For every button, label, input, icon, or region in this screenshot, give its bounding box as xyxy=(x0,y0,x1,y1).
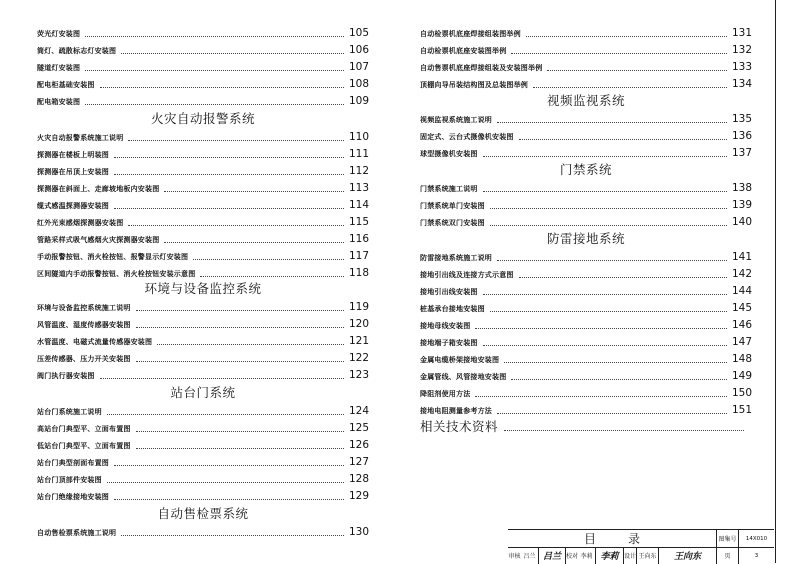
toc-entry-title: 水管温度、电磁式流量传感器安装图 xyxy=(37,338,153,346)
toc-entry xyxy=(37,316,369,330)
reviewer-name: 吕兰 xyxy=(523,553,536,560)
toc-entry xyxy=(420,59,752,73)
dot-leader xyxy=(533,87,727,88)
toc-entry-title: 探测器在吊顶上安装图 xyxy=(37,168,109,176)
toc-entry-page: 125 xyxy=(348,422,369,434)
toc-entry xyxy=(37,42,369,56)
toc-entry-page: 148 xyxy=(731,353,752,365)
toc-entry-page: 121 xyxy=(348,335,369,347)
drawing-title xyxy=(508,530,716,547)
toc-entry xyxy=(37,471,369,485)
toc-entry-title: 球型摄像机安装图 xyxy=(420,150,478,158)
toc-entry-title: 自动检票机底座安装图举例 xyxy=(420,47,507,55)
dot-leader xyxy=(193,259,344,260)
section-heading-text: 相关技术资料 xyxy=(420,419,499,434)
toc-entry-page: 128 xyxy=(348,473,369,485)
section-heading: 火灾自动报警系统 xyxy=(150,111,255,126)
toc-entry xyxy=(37,420,369,434)
dot-leader xyxy=(136,431,344,432)
dot-leader xyxy=(526,36,727,37)
toc-entry-title: 红外光束感烟探测器安装图 xyxy=(37,219,124,227)
toc-entry-title: 阀门执行器安装图 xyxy=(37,372,95,380)
dot-leader xyxy=(114,208,344,209)
dot-leader xyxy=(490,225,727,226)
toc-entry-title: 接地引出线安装图 xyxy=(420,288,478,296)
toc-entry-title: 荧光灯安装图 xyxy=(37,30,81,38)
toc-entry-title: 门禁系统单门安装图 xyxy=(420,202,485,210)
toc-entry xyxy=(420,368,752,382)
toc-entry xyxy=(420,76,752,90)
toc-entry-title: 管路采样式吸气感烟火灾探测器安装图 xyxy=(37,236,160,244)
toc-entry-page: 127 xyxy=(348,456,369,468)
toc-entry-title: 降阻剂使用方法 xyxy=(420,390,471,398)
dot-leader xyxy=(164,191,344,192)
toc-entry-page: 133 xyxy=(731,61,752,73)
toc-entry-page: 114 xyxy=(348,199,369,211)
section-heading-with-leader xyxy=(420,419,752,435)
toc-entry-title: 固定式、云台式摄像机安装图 xyxy=(420,133,514,141)
toc-entry xyxy=(37,437,369,451)
title-block xyxy=(508,529,774,564)
section-heading: 环境与设备监控系统 xyxy=(144,281,262,296)
toc-entry xyxy=(37,265,369,279)
toc-entry xyxy=(37,214,369,228)
toc-entry-title: 站台门绝缘接地安装图 xyxy=(37,493,109,501)
dot-leader xyxy=(85,70,344,71)
toc-entry-page: 129 xyxy=(348,490,369,502)
toc-entry xyxy=(37,350,369,364)
toc-entry xyxy=(420,111,752,125)
page-number: 3 xyxy=(738,547,774,564)
toc-entry-title: 区间隧道内手动报警按钮、消火栓按钮安装示意图 xyxy=(37,270,196,278)
section-heading: 门禁系统 xyxy=(559,162,612,177)
dot-leader xyxy=(157,344,344,345)
checker-name: 李莉 xyxy=(580,553,593,560)
toc-entry-page: 137 xyxy=(731,147,752,159)
reviewer-signature: 吕兰 xyxy=(538,547,565,564)
dot-leader xyxy=(85,104,344,105)
toc-entry-title: 接地引出线及连接方式示意图 xyxy=(420,271,514,279)
toc-entry xyxy=(37,25,369,39)
dot-leader xyxy=(490,208,727,209)
toc-entry-title: 火灾自动报警系统施工说明 xyxy=(37,134,124,142)
toc-entry xyxy=(420,266,752,280)
toc-entry-page: 135 xyxy=(731,113,752,125)
dot-leader xyxy=(121,53,344,54)
toc-entry-title: 探测器在楼板上明装图 xyxy=(37,151,109,159)
atlas-number: 14X010 xyxy=(738,530,774,547)
dot-leader xyxy=(128,225,344,226)
toc-entry-title: 环境与设备监控系统施工说明 xyxy=(37,304,131,312)
toc-entry-page: 112 xyxy=(348,165,369,177)
toc-entry-title: 接地母线安装图 xyxy=(420,322,471,330)
toc-entry xyxy=(37,333,369,347)
page-label: 页 xyxy=(716,547,738,564)
designer-signature: 王向东 xyxy=(658,547,716,564)
dot-leader xyxy=(107,414,344,415)
toc-entry-title: 手动报警按钮、消火栓按钮、报警显示灯安装图 xyxy=(37,253,189,261)
dot-leader xyxy=(107,482,344,483)
toc-entry-page: 113 xyxy=(348,182,369,194)
toc-entry-page: 149 xyxy=(731,370,752,382)
toc-entry-page: 131 xyxy=(731,27,752,39)
toc-entry xyxy=(37,248,369,262)
toc-entry-page: 136 xyxy=(731,130,752,142)
toc-entry-title: 站台门系统施工说明 xyxy=(37,408,102,416)
toc-entry-title: 缆式感温探测器安装图 xyxy=(37,202,109,210)
dot-leader xyxy=(504,362,727,363)
dot-leader xyxy=(114,157,344,158)
dot-leader xyxy=(85,36,344,37)
toc-entry xyxy=(37,76,369,90)
dot-leader xyxy=(114,174,344,175)
toc-entry-title: 自动售票机底座焊接组装及安装图举例 xyxy=(420,64,543,72)
dot-leader xyxy=(475,396,727,397)
dot-leader xyxy=(511,53,727,54)
section-heading: 站台门系统 xyxy=(170,385,236,400)
toc-entry-page: 142 xyxy=(731,268,752,280)
toc-entry-page: 138 xyxy=(731,182,752,194)
toc-entry xyxy=(420,249,752,263)
toc-entry-title: 桩基承台接地安装图 xyxy=(420,305,485,313)
designer-name: 王向东 xyxy=(636,547,658,564)
toc-entry-page: 134 xyxy=(731,78,752,90)
toc-entry-title: 金属管线、风管接地安装图 xyxy=(420,373,507,381)
toc-entry-page: 108 xyxy=(348,78,369,90)
toc-entry-title: 视频监视系统施工说明 xyxy=(420,116,492,124)
dot-leader xyxy=(200,276,344,277)
toc-entry-title: 接地端子箱安装图 xyxy=(420,339,478,347)
toc-entry xyxy=(37,146,369,160)
toc-entry xyxy=(37,59,369,73)
dot-leader xyxy=(128,140,344,141)
toc-entry xyxy=(37,524,369,538)
toc-entry-title: 门禁系统施工说明 xyxy=(420,185,478,193)
dot-leader xyxy=(136,310,344,311)
toc-entry xyxy=(420,145,752,159)
toc-entry xyxy=(420,25,752,39)
toc-entry xyxy=(420,317,752,331)
dot-leader xyxy=(483,294,727,295)
dot-leader xyxy=(490,311,727,312)
dot-leader xyxy=(114,499,344,500)
dot-leader xyxy=(164,242,344,243)
dot-leader xyxy=(100,378,344,379)
toc-entry-page: 120 xyxy=(348,318,369,330)
toc-entry-title: 高站台门典型平、立面布置图 xyxy=(37,425,131,433)
toc-entry xyxy=(420,42,752,56)
toc-entry xyxy=(37,367,369,381)
dot-leader xyxy=(475,328,727,329)
toc-entry-page: 109 xyxy=(348,95,369,107)
dot-leader xyxy=(121,535,344,536)
dot-leader xyxy=(511,379,727,380)
toc-entry xyxy=(420,351,752,365)
dot-leader xyxy=(497,122,727,123)
toc-entry xyxy=(420,334,752,348)
toc-entry-page: 139 xyxy=(731,199,752,211)
toc-entry-title: 接地电阻测量参考方法 xyxy=(420,407,492,415)
atlas-number-label: 图集号 xyxy=(716,530,738,547)
dot-leader xyxy=(504,424,744,431)
toc-entry xyxy=(420,180,752,194)
toc-entry-title: 配电柜基础安装图 xyxy=(37,81,95,89)
dot-leader xyxy=(100,87,344,88)
toc-entry-page: 147 xyxy=(731,336,752,348)
toc-entry xyxy=(37,180,369,194)
toc-entry-page: 144 xyxy=(731,285,752,297)
dot-leader xyxy=(483,191,727,192)
toc-entry xyxy=(37,163,369,177)
toc-entry-page: 141 xyxy=(731,251,752,263)
toc-entry-title: 筒灯、疏散标志灯安装图 xyxy=(37,47,117,55)
section-heading: 视频监视系统 xyxy=(546,93,625,108)
toc-entry-page: 117 xyxy=(348,250,369,262)
toc-entry-title: 压差传感器、压力开关安装图 xyxy=(37,355,131,363)
toc-entry-page: 123 xyxy=(348,369,369,381)
toc-entry-page: 151 xyxy=(731,404,752,416)
toc-entry-page: 110 xyxy=(348,131,369,143)
toc-entry xyxy=(37,454,369,468)
toc-entry-title: 隧道灯安装图 xyxy=(37,64,81,72)
toc-entry xyxy=(420,300,752,314)
toc-entry-page: 132 xyxy=(731,44,752,56)
toc-entry-page: 115 xyxy=(348,216,369,228)
toc-entry-title: 金属电缆桥架接地安装图 xyxy=(420,356,500,364)
toc-entry-page: 124 xyxy=(348,405,369,417)
toc-entry-title: 自动检票机底座焊接组装图举例 xyxy=(420,30,521,38)
toc-entry-title: 配电箱安装图 xyxy=(37,98,81,106)
dot-leader xyxy=(497,260,727,261)
dot-leader xyxy=(136,361,344,362)
toc-entry xyxy=(37,488,369,502)
toc-entry-page: 119 xyxy=(348,301,369,313)
dot-leader xyxy=(483,345,727,346)
dot-leader xyxy=(547,70,727,71)
toc-entry-page: 118 xyxy=(348,267,369,279)
dot-leader xyxy=(497,413,727,414)
toc-entry-page: 106 xyxy=(348,44,369,56)
check-label: 校对 xyxy=(565,547,578,564)
toc-entry xyxy=(420,197,752,211)
toc-entry xyxy=(420,283,752,297)
dot-leader xyxy=(136,448,344,449)
toc-entry-page: 105 xyxy=(348,27,369,39)
toc-entry xyxy=(420,214,752,228)
toc-entry-title: 自动售检票系统施工说明 xyxy=(37,529,117,537)
toc-entry-page: 107 xyxy=(348,61,369,73)
toc-entry-page: 122 xyxy=(348,352,369,364)
dot-leader xyxy=(136,327,344,328)
toc-entry xyxy=(37,197,369,211)
drawing-title-char-1: 目 xyxy=(583,532,596,546)
toc-entry xyxy=(37,231,369,245)
toc-entry-page: 150 xyxy=(731,387,752,399)
toc-entry-page: 140 xyxy=(731,216,752,228)
toc-entry-page: 146 xyxy=(731,319,752,331)
toc-entry-title: 低站台门典型平、立面布置图 xyxy=(37,442,131,450)
toc-entry xyxy=(37,93,369,107)
toc-entry-title: 顶棚向导吊装结构图及总装图举例 xyxy=(420,81,528,89)
toc-entry-page: 145 xyxy=(731,302,752,314)
dot-leader xyxy=(519,139,727,140)
dot-leader xyxy=(114,465,344,466)
drawing-title-char-2: 录 xyxy=(628,532,641,546)
toc-entry-title: 探测器在斜面上、走廊坡地板内安装图 xyxy=(37,185,160,193)
toc-entry xyxy=(37,403,369,417)
toc-entry-title: 站台门顶部件安装图 xyxy=(37,476,102,484)
design-label: 设计 xyxy=(623,547,636,564)
toc-entry-title: 门禁系统双门安装图 xyxy=(420,219,485,227)
dot-leader xyxy=(519,277,727,278)
toc-entry-page: 111 xyxy=(348,148,369,160)
toc-entry-page: 116 xyxy=(348,233,369,245)
right-border-line xyxy=(775,0,776,563)
toc-entry-page: 126 xyxy=(348,439,369,451)
section-heading: 自动售检票系统 xyxy=(157,506,249,521)
toc-entry xyxy=(37,299,369,313)
toc-entry xyxy=(420,128,752,142)
toc-entry-title: 防雷接地系统施工说明 xyxy=(420,254,492,262)
checker-signature: 李莉 xyxy=(595,547,623,564)
toc-entry-title: 风管温度、湿度传感器安装图 xyxy=(37,321,131,329)
toc-entry-title: 站台门典型剖面布置图 xyxy=(37,459,109,467)
toc-entry-page: 130 xyxy=(348,526,369,538)
toc-entry xyxy=(420,385,752,399)
review-label: 审核 xyxy=(508,553,521,560)
section-heading: 防雷接地系统 xyxy=(546,231,625,246)
toc-entry xyxy=(420,402,752,416)
toc-entry xyxy=(37,129,369,143)
dot-leader xyxy=(483,156,727,157)
